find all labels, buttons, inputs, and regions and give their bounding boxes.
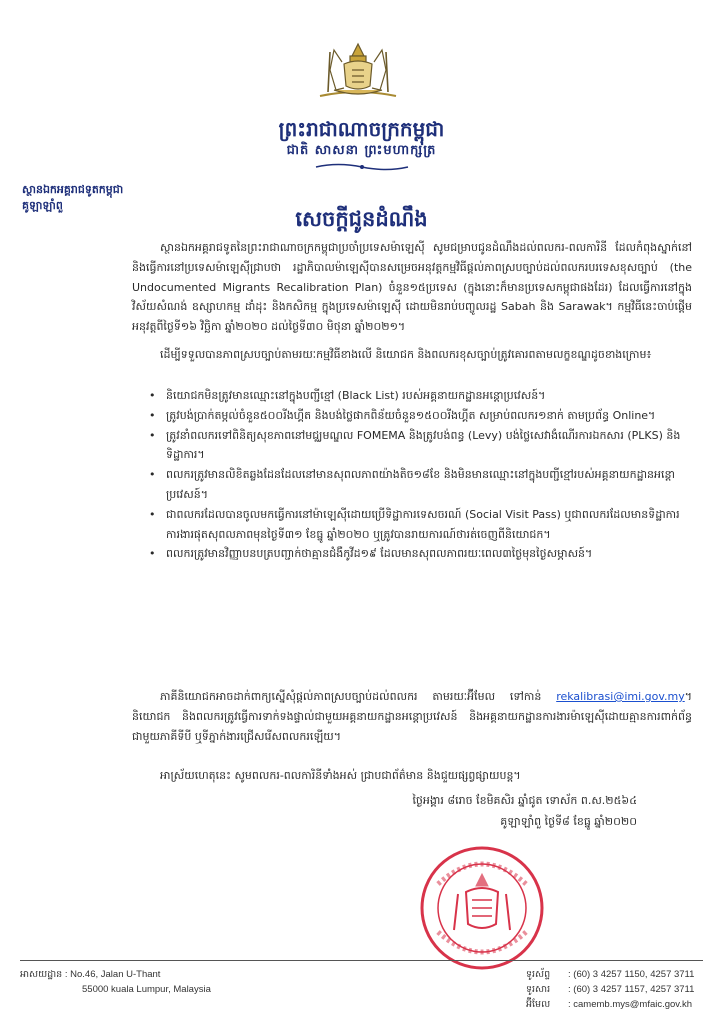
bullet-icon: • [149,408,156,422]
fax-number: : (60) 3 4257 1157, 4257 3711 [568,984,695,995]
address-label: អាសយដ្ឋាន [20,969,63,980]
bullet-icon: • [149,389,156,402]
kingdom-name: ព្រះរាជាណាចក្រកម្ពុជា [278,117,445,141]
phone-label: ទូរស័ព្ទ [526,969,551,980]
embassy-name: ស្ថានឯកអគ្គរាជទូតកម្ពុជា [22,183,124,196]
date-solar: គូឡាឡាំពួ ថ្ងៃទី៨ ខែធ្នូ ឆ្នាំ២០២០ [500,815,637,828]
date-lunar: ថ្ងៃអង្គារ ៨រោច ខែមិគសិរ ឆ្នាំជូត ទោស័ក ព.ស.២៥៦៤ [412,794,637,807]
paragraph-closing: អាស្រ័យហេតុនេះ សូមពលករ-ពលការិនីទាំងអស់ ជ្រាបជាព័ត៌មាន និងជួយផ្សព្វផ្សាយបន្ត។ [160,769,521,782]
list-item: • ជាពលករដែលបានចូលមកធ្វើការនៅម៉ាឡេស៊ីដោយប្រើទិដ្ឋាការទេសចរណ៍ (Social Visit Pass) ឬជាពលករដែលមានទិដ្ឋាការការងារផុតសុពលភាពមុនថ្ងៃទី៣១ ខែធ្នូ ឆ្នាំ២០២០ ឬត្រូវបានរាយការណ៍ថារត់ចេញពីនិយោជក។ [132,505,692,545]
paragraph-application: ភាគីនិយោជកអាចដាក់ពាក្យស្នើសុំផ្ដល់ភាពស្របច្បាប់ដល់ពលករ តាមរយៈអ៊ីមែល ទៅកាន់ rekalibrasi@imi.gov.my។ និយោជក និងពលករត្រូវធ្វើការទាក់ទងផ្ទាល់ជាមួយអគ្គនាយកដ្ឋានអន្តោប្រវេសន៍ និងអគ្គនាយកដ្ឋានការងារម៉ាឡេស៊ីដោយគ្មានការពាក់ព័ន្ធជាមួយភាគីទីបី ឬទីភ្នាក់ងារជ្រើសរើសពលករឡើយ។ [132,690,692,743]
list-item: • ត្រូវនាំពលករទៅពិនិត្យសុខភាពនៅមជ្ឈមណ្ឌល FOMEMA និងត្រូវបង់ពន្ធ (Levy) បង់ថ្លៃសេវាងំណើរការឯកសារ (PLKS) និងទិដ្ឋាការ។ [132,426,692,466]
footer-address [20,967,211,997]
list-item: • និយោជកមិនត្រូវមានឈ្មោះនៅក្នុងបញ្ជីខ្មៅ (Black List) របស់អគ្គនាយកដ្ឋានអន្តោប្រវេសន៍។ [132,386,692,406]
fax-label: ទូរសារ [526,984,551,995]
royal-emblem-icon [312,40,404,102]
address-line-2: 55000 kuala Lumpur, Malaysia [82,984,211,995]
paragraph-conditions: ដើម្បីទទួលបានភាពស្របច្បាប់តាមរយៈកម្មវិធីខាងលើ និយោជក និងពលករខុសច្បាប់ត្រូវគោរពតាមលក្ខខណ្ឌដូចខាងក្រោម៖ [160,348,652,361]
embassy-city: គូឡាឡាំពួ [22,199,63,212]
bullet-icon: • [149,468,156,482]
paragraph-intro: ស្ថានឯកអគ្គរាជទូតនៃព្រះរាជាណាចក្រកម្ពុជាប្រចាំប្រទេសម៉ាឡេស៊ី សូមជម្រាបជូនដំណឹងដល់ពលករ-ពលការិនី ដែលកំពុងស្នាក់នៅ និងធ្វើការនៅប្រទេសម៉ាឡេស៊ីជ្រាបថា រដ្ឋាភិបាលម៉ាឡេស៊ីបានសម្រេចអនុវត្តកម្មវិធីផ្ដល់ភាពស្របច្បាប់ដល់ពលករបរទេសខុសច្បាប់ (the Undocumented Migrants Recalibration Plan) ចំនួន១៥ប្រទេស (ក្នុងនោះក៏មានប្រទេសកម្ពុជាផងដែរ) ដែលធ្វើការនៅក្នុងវិស័យសំណង់ ឧស្សាហកម្ម ដាំដុះ និងកសិកម្ម ក្នុងប្រទេសម៉ាឡេស៊ី ដោយមិនរាប់បញ្ចូលរដ្ឋ Sabah និង Sarawak។ កម្មវិធីនេះចាប់ផ្ដើមអនុវត្តពីថ្ងៃទី១៦ វិច្ឆិកា ឆ្នាំ២០២០ ដល់ថ្ងៃទី៣០ មិថុនា ឆ្នាំ២០២១។ [132,241,692,334]
list-item: • ត្រូវបង់ប្រាក់តម្កល់ចំនួន៥០០រីងហ្គីត និងបង់ថ្លៃផាកពិន័យចំនួន១៥០០រីងហ្គីត សម្រាប់ពលករ១នាក់ តាមប្រព័ន្ធ Online។ [132,406,692,426]
bullet-icon: • [149,507,156,521]
embassy-seal-icon [418,844,546,972]
footer-divider [20,960,703,961]
bullet-icon: • [149,547,156,561]
ornament-divider-icon [314,162,410,172]
notice-title: សេចក្ដីជូនដំណឹង [295,207,428,231]
national-motto: ជាតិ សាសនា ព្រះមហាក្សត្រ [286,143,437,158]
conditions-list [132,386,692,564]
list-item: • ពលករត្រូវមានលិខិតឆ្លងដែនដែលនៅមានសុពលភាពយ៉ាងតិច១៨ខែ និងមិនមានឈ្មោះនៅក្នុងបញ្ជីខ្មៅរបស់អគ្គនាយកដ្ឋានអន្តោប្រវេសន៍។ [132,465,692,505]
phone-number: : (60) 3 4257 1150, 4257 3711 [568,969,695,980]
footer-contact [526,967,694,1012]
address-line-1: : No.46, Jalan U-Thant [64,969,161,980]
list-item: • ពលករត្រូវមានវិញ្ញាបនបត្របញ្ជាក់ថាគ្មានជំងឺកូវីដ១៩ ដែលមានសុពលភាពរយៈពេល៣ថ្ងៃមុនថ្ងៃសម្ភាសន៍។ [132,544,692,564]
bullet-icon: • [149,428,156,442]
contact-email[interactable]: : camemb.mys@mfaic.gov.kh [568,999,693,1010]
email-label: អ៊ីមែល [526,999,551,1010]
email-link[interactable]: rekalibrasi@imi.gov.my [556,690,685,703]
